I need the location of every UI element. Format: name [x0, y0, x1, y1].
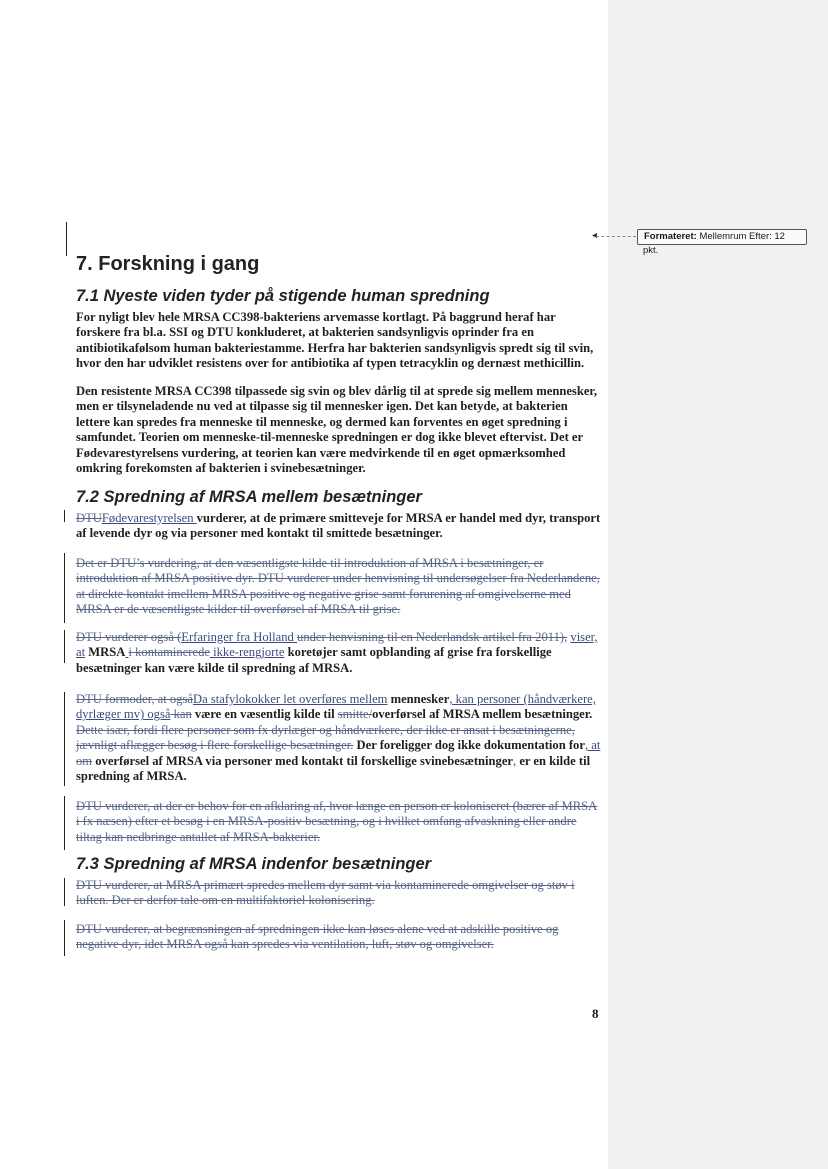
deleted-text: DTU vurderer, at MRSA primært spredes mellem dyr samt via kontaminerede omgivelser og støv i luften. Der er derfor tale om en multifaktoriel kolonisering.: [76, 878, 575, 908]
deleted-text: om: [76, 753, 93, 768]
page-number: 8: [592, 1006, 599, 1021]
section-heading-7-3: 7.3 Spredning af MRSA indenfor besætninger: [76, 855, 432, 873]
deleted-text: DTU vurderer også (: [76, 630, 182, 644]
text: er en kilde til spredning af MRSA.: [76, 753, 591, 784]
text: koretøjer samt opblanding af grise fra forskellige besætninger kan være kilde til spredning af MRSA.: [76, 645, 552, 675]
comment-margin: [608, 0, 828, 1169]
paragraph: Den resistente MRSA CC398 tilpassede sig svin og blev dårlig til at sprede sig mellem mennesker, men er tilsyneladende nu ved at tilpasse sig til mennesker igen. Det kan betyde, at bakterien lettere kan spredes fra menneske til menneske, og dermed kan forventes en øget spredning i samfundet. Teorien om menneske-til-menneske spredningen er dog ikke blevet eftervist. Det er Fødevarestyrelsens vurdering, at teorien kan være medvirkende til en øget opmærksomhed omkring forekomsten af bakterien i svinebesætninger.: [76, 384, 597, 476]
change-bar: [64, 692, 65, 786]
change-bar: [64, 553, 65, 623]
change-bar: [64, 796, 65, 850]
paragraph: For nyligt blev hele MRSA CC398-bakteriens arvemasse kortlagt. På baggrund heraf har forskere fra bl.a. SSI og DTU konkluderet, at bakterien sandsynligvis oprinder fra en antibiotikafølsom human bakteriestamme. Herfra har bakterien sandsynligvis spredt sig til svin, hvor den har udviklet resistens over for antibiotika af typen tetracyklin og dernæst methicillin.: [76, 310, 594, 371]
chapter-heading: 7. Forskning i gang: [76, 253, 260, 275]
paragraph-deleted: [76, 799, 601, 845]
comment-detail-cont: pkt.: [643, 245, 659, 256]
deleted-text: DTU vurderer, at der er behov for en afklaring af, hvor længe en person er koloniseret (bærer af MRSA i fx næsen) efter et besøg i en MRSA-positiv besætning, og i hvilket omfang afvaskning eller andre tiltag kan nedbringe antallet af MRSA-bakterier.: [76, 799, 598, 844]
paragraph: [76, 630, 601, 676]
deleted-text: Dette især, fordi flere personer som fx dyrlæger og håndværkere, der ikke er ansat i besætningerne, jævnligt aflægger besøg i flere forskellige besætninger.: [76, 722, 575, 753]
inserted-text: ,: [513, 753, 517, 768]
section-heading-7-2: 7.2 Spredning af MRSA mellem besætninger: [76, 488, 422, 506]
deleted-text: i kontaminerede: [128, 645, 210, 660]
change-bar: [64, 920, 65, 956]
text: være en væsentlig kilde til: [191, 707, 338, 722]
inserted-text: Da stafylokokker let overføres mellem: [193, 692, 388, 706]
inserted-text: viser, at: [76, 630, 598, 660]
deleted-text: DTU vurderer, at begrænsningen af spredningen ikke kan løses alene ved at adskille positive og negative dyr, idet MRSA også kan spredes via ventilation, luft, støv og omgivelser.: [76, 922, 559, 952]
paragraph-deleted: [76, 556, 601, 618]
deleted-text: smitte/: [337, 707, 373, 722]
text: overførsel af MRSA mellem besætninger.: [372, 707, 593, 722]
paragraph: [76, 511, 601, 542]
deleted-text: DTU formoder, at også: [76, 692, 194, 706]
deleted-text: Det er DTU’s vurdering, at den væsentligste kilde til introduktion af MRSA i besætninger, er introduktion af MRSA positive dyr. DTU vurderer under henvisning til undersøgelser fra Nederlandene, at direkte kontakt imellem MRSA positive og negative grise samt forurening af omgivelserne med MRSA er de væsentligste kilder til overførsel af MRSA til grise.: [76, 556, 600, 617]
deleted-text: under henvisning til en Nederlandsk artikel fra 2011),: [297, 630, 568, 644]
text: vurderer, at de primære smitteveje for MRSA er handel med dyr, transport af levende dyr og via personer med kontakt til smittede besætninger.: [76, 511, 601, 541]
text: MRSA: [85, 645, 126, 660]
paragraph: [76, 692, 601, 784]
text: mennesker: [387, 692, 450, 706]
change-bar: [66, 222, 67, 256]
change-bar: [64, 510, 65, 522]
comment-label: Formateret:: [644, 231, 697, 242]
inserted-text: Fødevarestyrelsen: [101, 511, 197, 525]
text: overførsel af MRSA via personer med kontakt til forskellige svinebesætninger: [92, 753, 514, 768]
inserted-text: , kan personer (håndværkere, dyrlæger mv) også: [76, 692, 596, 722]
inserted-text: Erfaringer fra Holland: [181, 630, 298, 644]
comment-leader-line: [596, 236, 636, 237]
comment-detail: Mellemrum Efter: 12: [699, 231, 785, 242]
formatting-comment-balloon[interactable]: [637, 229, 807, 256]
text: Der foreligger dog ikke dokumentation for: [353, 738, 585, 753]
section-heading-7-1: 7.1 Nyeste viden tyder på stigende human spredning: [76, 287, 490, 305]
deleted-text: kan: [170, 707, 192, 722]
deleted-text: DTU: [76, 511, 102, 525]
paragraph-deleted: [76, 878, 601, 909]
inserted-text: , at: [584, 738, 601, 753]
change-bar: [64, 878, 65, 906]
inserted-text: ikke-rengjorte: [209, 645, 285, 660]
paragraph-deleted: [76, 922, 601, 953]
change-bar: [64, 630, 65, 663]
